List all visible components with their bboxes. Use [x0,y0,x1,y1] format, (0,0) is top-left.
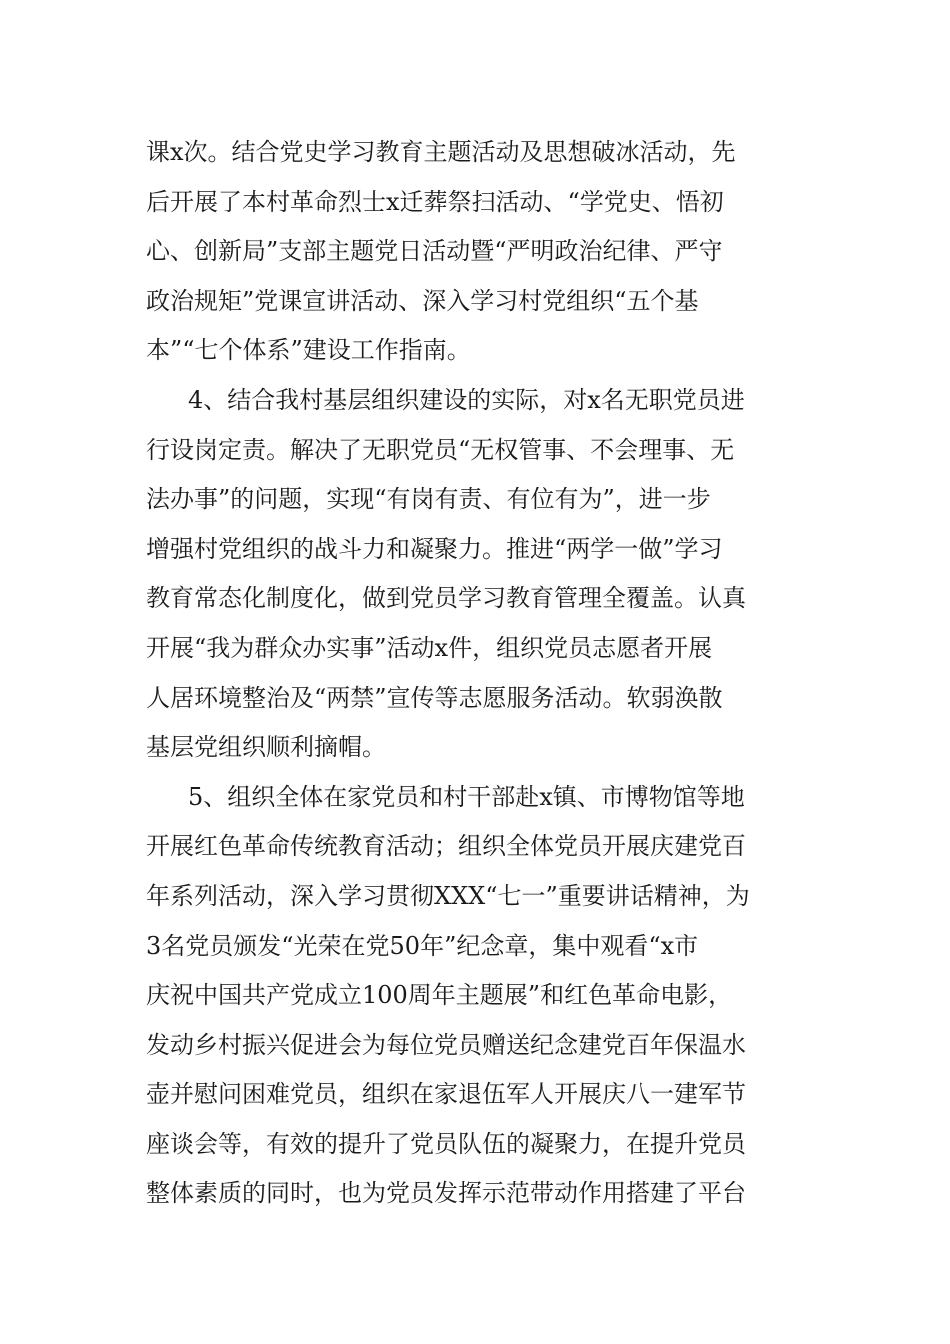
text-line: 行设岗定责。解决了无职党员“无权管事、不会理事、无 [146,435,735,464]
paragraph-4 [146,376,806,773]
paragraph-5 [146,773,806,1219]
text-line: 庆祝中国共产党成立100周年主题展”和红色革命电影， [146,981,733,1010]
text-line: 开展“我为群众办实事”活动x件，组织党员志愿者开展 [146,633,713,662]
text-line: 年系列活动，深入学习贯彻XXX“七一”重要讲话精神，为 [146,881,750,910]
document-body [146,128,806,1219]
text-line: 基层党组织顺利摘帽。 [146,733,386,762]
text-line: 5、组织全体在家党员和村干部赴x镇、市博物馆等地 [188,782,745,811]
text-line: 壶并慰问困难党员，组织在家退伍军人开展庆八一建军节 [146,1080,746,1109]
text-line: 座谈会等，有效的提升了党员队伍的凝聚力，在提升党员 [146,1129,746,1158]
text-line: 政治规矩”党课宣讲活动、深入学习村党组织“五个基 [146,286,699,315]
text-line: 开展红色革命传统教育活动；组织全体党员开展庆建党百 [146,832,746,861]
text-line: 本”“七个体系”建设工作指南。 [146,336,471,365]
text-line: 整体素质的同时，也为党员发挥示范带动作用搭建了平台 [146,1179,746,1208]
text-line: 发动乡村振兴促进会为每位党员赠送纪念建党百年保温水 [146,1030,746,1059]
text-line: 3名党员颁发“光荣在党50年”纪念章，集中观看“x市 [146,931,699,960]
text-line: 教育常态化制度化，做到党员学习教育管理全覆盖。认真 [146,584,746,613]
text-line: 课x次。结合党史学习教育主题活动及思想破冰活动，先 [146,138,736,166]
paragraph-3-continuation [146,128,806,376]
text-line: 人居环境整治及“两禁”宣传等志愿服务活动。软弱涣散 [146,683,723,712]
text-line: 4、结合我村基层组织建设的实际，对x名无职党员进 [188,385,745,414]
text-line: 心、创新局”支部主题党日活动暨“严明政治纪律、严守 [146,237,723,266]
text-line: 法办事”的问题，实现“有岗有责、有位有为”，进一步 [146,485,711,514]
text-line: 增强村党组织的战斗力和凝聚力。推进“两学一做”学习 [146,534,723,563]
text-line: 后开展了本村革命烈士x迁葬祭扫活动、“学党史、悟初 [146,187,724,216]
